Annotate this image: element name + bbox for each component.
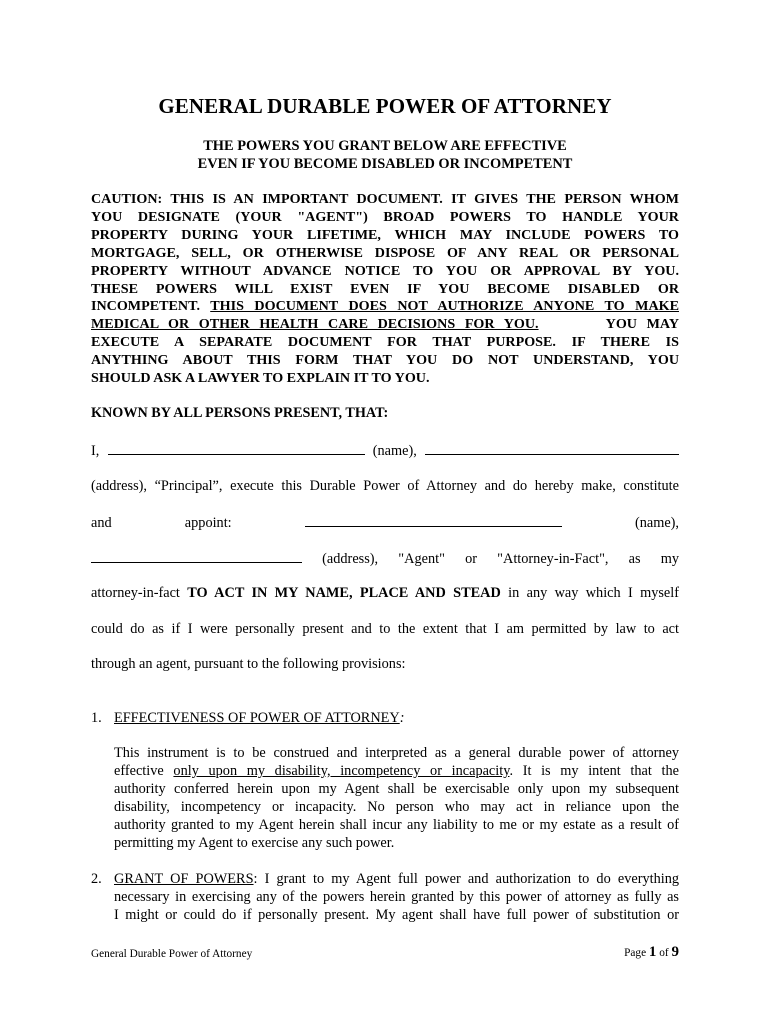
page-total: 9: [671, 944, 679, 960]
aif-bold-text: TO ACT IN MY NAME, PLACE AND STEAD: [187, 585, 501, 601]
attorney-in-fact-line: [91, 585, 679, 602]
attorney-in-fact-label: "Attorney-in-Fact",: [497, 551, 609, 567]
paragraph-line: authority conferred herein upon my Agent shall be exercisable only upon my subsequent: [114, 780, 679, 797]
principal-address-blank[interactable]: [425, 441, 679, 455]
agent-name-blank[interactable]: [305, 513, 562, 527]
paragraph-line: This instrument is to be construed and interpreted as a general durable power of attorney: [114, 745, 679, 761]
page-number: 1: [648, 944, 657, 960]
agent-label: "Agent": [398, 551, 445, 567]
subtitle: [0, 138, 770, 173]
of-label: of: [659, 947, 669, 959]
section-1-number: 1.: [91, 710, 102, 726]
agent-address-line: [91, 549, 679, 568]
paragraph-line: [114, 763, 679, 781]
as-label: as: [628, 551, 641, 567]
caution-line: PROPERTY DURING YOUR LIFETIME, WHICH MAY INCLUDE POWERS TO: [91, 226, 679, 243]
section-2-number: 2.: [91, 871, 102, 887]
paragraph-line: permitting my Agent to exercise any such power.: [114, 834, 395, 851]
aif-text-end: in any way which I myself: [508, 585, 679, 601]
address-principal-line: (address), “Principal”, execute this Durable Power of Attorney and do hereby make, constitute: [91, 478, 679, 494]
paragraph-line: necessary in exercising any of the powers herein granted by this power of attorney as fully as: [114, 888, 679, 905]
section-1-paragraph: [114, 745, 679, 852]
could-do-line: could do as if I were personally present and to the extent that I am permitted by law to act: [91, 621, 679, 637]
page-counter: [624, 944, 679, 961]
principal-line: [91, 441, 679, 460]
caution-underlined-text: THIS DOCUMENT DOES NOT AUTHORIZE ANYONE TO MAKE: [210, 298, 679, 315]
paragraph-line: disability, incompetency or incapacity. No person who may act in reliance upon the: [114, 798, 679, 815]
appoint-line: [91, 513, 679, 532]
caution-paragraph: [91, 191, 679, 388]
paragraph-line: [114, 871, 679, 889]
subtitle-line-1: THE POWERS YOU GRANT BELOW ARE EFFECTIVE: [203, 138, 567, 154]
caution-line: EXECUTE A SEPARATE DOCUMENT FOR THAT PURPOSE. IF THERE IS: [91, 334, 679, 351]
paragraph-text: : I grant to my Agent full power and authorization to do everything: [253, 871, 680, 887]
caution-line: THESE POWERS WILL EXIST EVEN IF YOU BECOME DISABLED OR: [91, 280, 679, 297]
paragraph-text: . It is my intent that the: [509, 762, 679, 779]
page-label: Page: [624, 947, 647, 959]
section-heading-text: EFFECTIVENESS OF POWER OF ATTORNEY: [114, 710, 400, 726]
caution-line: SHOULD ASK A LAWYER TO EXPLAIN IT TO YOU.: [91, 370, 430, 387]
paragraph-line: authority granted to my Agent herein shall incur any liability to me or my estate as a result of: [114, 816, 679, 833]
appoint-label: appoint:: [184, 515, 232, 531]
caution-text: YOU MAY: [605, 316, 679, 333]
name-label-2: (name),: [634, 515, 679, 531]
through-agent-line: through an agent, pursuant to the following provisions:: [91, 656, 406, 672]
caution-text: INCOMPETENT.: [91, 298, 200, 315]
and-label: and: [91, 515, 112, 531]
my-label: my: [660, 551, 679, 567]
paragraph-line: I might or could do if personally present. My agent shall have full power of substitution or: [114, 906, 679, 923]
aif-text: attorney-in-fact: [91, 585, 180, 601]
section-1-heading: [114, 710, 404, 727]
subtitle-line-2: EVEN IF YOU BECOME DISABLED OR INCOMPETENT: [197, 155, 573, 172]
section-2-paragraph: [114, 871, 679, 925]
agent-address-blank[interactable]: [91, 549, 302, 563]
i-label: I,: [91, 443, 100, 459]
caution-line: MORTGAGE, SELL, OR OTHERWISE DISPOSE OF ANY REAL OR PERSONAL: [91, 244, 679, 261]
document-title: GENERAL DURABLE POWER OF ATTORNEY: [158, 94, 612, 118]
caution-line: YOU DESIGNATE (YOUR "AGENT") BROAD POWERS TO HANDLE YOUR: [91, 208, 679, 225]
section-heading-colon: :: [399, 710, 405, 726]
name-label: (name),: [372, 443, 417, 459]
footer-title: General Durable Power of Attorney: [91, 948, 253, 960]
or-label: or: [465, 551, 477, 567]
paragraph-text: effective: [114, 762, 164, 779]
principal-name-blank[interactable]: [108, 441, 365, 455]
known-by-all-heading: KNOWN BY ALL PERSONS PRESENT, THAT:: [91, 405, 389, 421]
section-2-heading: GRANT OF POWERS: [114, 871, 254, 887]
paragraph-underlined-text: only upon my disability, incompetency or incapacity: [173, 762, 510, 779]
caution-line: ANYTHING ABOUT THIS FORM THAT YOU DO NOT UNDERSTAND, YOU: [91, 352, 679, 369]
address-label: (address),: [322, 551, 379, 567]
caution-line: [91, 298, 679, 316]
caution-line: CAUTION: THIS IS AN IMPORTANT DOCUMENT. IT GIVES THE PERSON WHOM: [91, 191, 679, 207]
caution-line: PROPERTY WITHOUT ADVANCE NOTICE TO YOU OR APPROVAL BY YOU.: [91, 262, 679, 279]
caution-line: [91, 316, 679, 334]
caution-underlined-text: MEDICAL OR OTHER HEALTH CARE DECISIONS FOR YOU.: [91, 316, 539, 333]
